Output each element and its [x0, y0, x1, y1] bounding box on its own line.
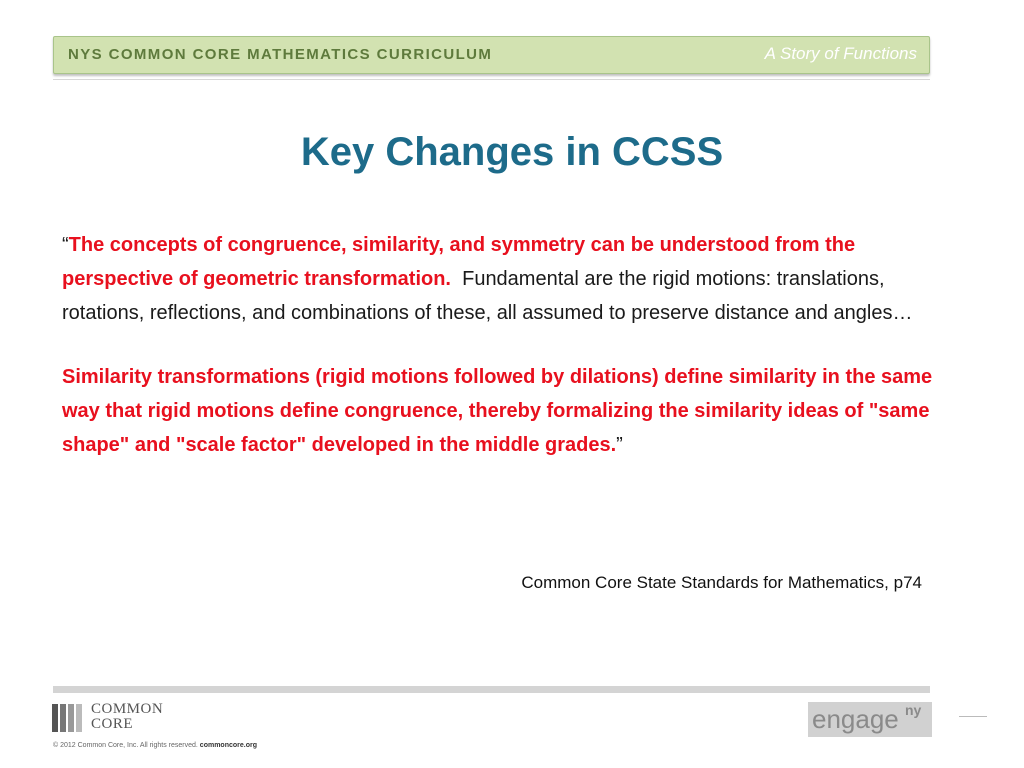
copyright-link[interactable]: commoncore.org — [199, 742, 257, 749]
quote-emphasis-2: Similarity transformations (rigid motions followed by dilations) define similarity in the same way that rigid motions define congruence, thereby formalizing the similarity ideas of "same shape" and "scale factor" developed in the middle grades. — [62, 366, 933, 456]
story-label: A Story of Functions — [764, 44, 917, 63]
curriculum-label: NYS COMMON CORE MATHEMATICS CURRICULUM — [68, 46, 493, 63]
open-quote-mark: “ — [62, 234, 69, 256]
copyright — [53, 742, 257, 749]
common-core-logo-icon — [52, 704, 84, 732]
common-core-logo-text — [91, 702, 163, 732]
engage-ny-logo — [808, 702, 932, 737]
quote-block — [62, 228, 942, 462]
logo-line-2: CORE — [91, 716, 134, 732]
engage-sup: ny — [905, 702, 922, 718]
header-bar — [53, 36, 930, 74]
quote-emphasis-1: The concepts of congruence, similarity, and symmetry can be understood from the perspective of geometric transformation. — [62, 234, 856, 290]
header-divider — [53, 79, 930, 80]
engage-word: engage — [812, 704, 899, 734]
logo-line-1: COMMON — [91, 701, 164, 717]
footer-bar — [53, 686, 930, 693]
quote-paragraph-1 — [62, 228, 942, 330]
copyright-text: © 2012 Common Core, Inc. All rights reserved. — [53, 742, 198, 749]
quote-paragraph-2 — [62, 360, 942, 462]
citation: Common Core State Standards for Mathematics, p74 — [521, 573, 922, 592]
side-divider — [959, 716, 987, 717]
slide-title: Key Changes in CCSS — [300, 130, 724, 174]
quote-body-1: Fundamental are the rigid motions: translations, rotations, reflections, and combinations of these, all assumed to preserve distance and angles… — [62, 268, 913, 324]
close-quote-mark: ” — [616, 434, 623, 456]
